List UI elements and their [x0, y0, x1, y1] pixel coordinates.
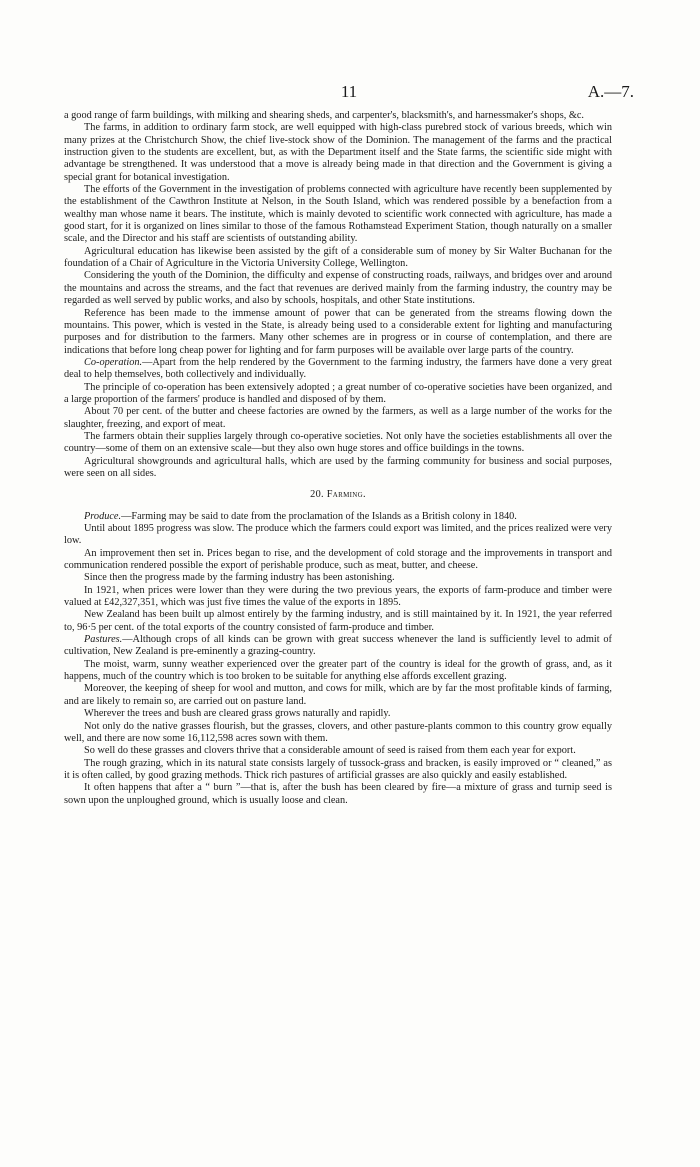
paragraph: So well do these grasses and clovers thrive that a considerable amount of seed is raised from them each year for export.	[84, 745, 576, 757]
paragraph: The principle of co-operation has been extensively adopted ; a great number of co-operative societies have been organized, and a large proportion of the farmers' produce is handled and disposed of by them.	[64, 381, 612, 405]
paragraph: The farmers obtain their supplies largely through co-operative societies. Not only have the societies establishments all over the country—some of them on an extensive scale—but they also own huge stores and office buildings in the towns.	[64, 430, 612, 455]
paragraph-lead: Co-operation.	[84, 356, 143, 368]
paragraph: The farms, in addition to ordinary farm stock, are well equipped with high-class purebred stock of various breeds, which win many prizes at the Christchurch Show, the chief live-stock show of the Dominion. The management of the farms and the practical instruction given to the students are excellent, but, as with the Department itself and the State farms, the scientific side might with advantage be strengthened. It was understood that a move is already being made in that direction and the Government is giving a special grant for botanical investigation.	[64, 122, 612, 183]
paragraph: Wherever the trees and bush are cleared grass grows naturally and rapidly.	[84, 708, 391, 720]
paragraph: In 1921, when prices were lower than they were during the two previous years, the exports of farm-produce and timber were valued at £42,327,351, which was just five times the value of the exports in 1895.	[64, 584, 612, 609]
document-reference: A.—7.	[587, 82, 634, 101]
paragraph: Considering the youth of the Dominion, the difficulty and expense of constructing roads, railways, and bridges over and around the mountains and across the streams, and the fact that revenues are derived mainly from the farming industry, the country may be regarded as well served by public works, and also by schools, hospitals, and other State institutions.	[64, 270, 612, 307]
page-header	[64, 82, 634, 104]
paragraph: It often happens that after a “ burn ”—that is, after the bush has been cleared by fire—a mixture of grass and turnip seed is sown upon the unploughed ground, which is usually loose and clean.	[64, 782, 612, 806]
paragraph: New Zealand has been built up almost entirely by the farming industry, and is still maintained by it. In 1921, the year referred to, 96·5 per cent. of the total exports of the country consisted of farm-produce and timber.	[64, 609, 612, 633]
paragraph: An improvement then set in. Prices began to rise, and the development of cold storage and the improvements in transport and communication rendered possible the export of perishable produce, such as meat, butter, and cheese.	[64, 547, 612, 572]
section-heading: 20. Farming.	[310, 489, 366, 501]
paragraph: The moist, warm, sunny weather experienced over the greater part of the country is ideal for the growth of grass, and, as it happens, much of the country which is too broken to be suitable for anything else affords excellent grazing.	[64, 658, 612, 683]
paragraph: The efforts of the Government in the investigation of problems connected with agriculture have recently been supplemented by the establishment of the Cawthron Institute at Nelson, in the South Island, which was rendered possible by a benefaction from a wealthy man whose name it bears. The institute, which is mainly devoted to scientific work connected with agriculture, has made a good start, for it is organized on lines similar to those of the famous Rothamstead Experiment Station, though naturally on a smaller scale, and the Director and his staff are scientists of outstanding ability.	[64, 184, 612, 245]
paragraph: Agricultural education has likewise been assisted by the gift of a considerable sum of money by Sir Walter Buchanan for the foundation of a Chair of Agriculture in the Victoria University College, Wellington.	[64, 245, 612, 270]
paragraph: Since then the progress made by the farming industry has been astonishing.	[84, 572, 395, 584]
paragraph: Agricultural showgrounds and agricultural halls, which are used by the farming community for business and social purposes, were seen on all sides.	[64, 455, 612, 479]
page-number: 11	[340, 82, 358, 101]
paragraph: The rough grazing, which in its natural state consists largely of tussock-grass and bracken, is easily improved or “ cleaned,” as it is often called, by good grazing methods. Thick rich pastures of artificial grasses are also quickly and easily established.	[64, 757, 612, 781]
paragraph-lead: Pastures.	[84, 634, 123, 646]
paragraph: Pastures.—Although crops of all kinds can be grown with great success whenever the land is sufficiently level to admit of cultivation, New Zealand is pre-eminently a grazing-country.	[64, 634, 612, 658]
paragraph: Not only do the native grasses flourish, but the grasses, clovers, and other pasture-plants common to this country grow equally well, and there are now some 16,112,598 acres sown with them.	[64, 720, 612, 744]
paragraph: Produce.—Farming may be said to date from the proclamation of the Islands as a British colony in 1840.	[84, 510, 517, 522]
paragraph: About 70 per cent. of the butter and cheese factories are owned by the farmers, as well as a large number of the works for the slaughter, freezing, and export of meat.	[64, 406, 612, 430]
paragraph: a good range of farm buildings, with milking and shearing sheds, and carpenter's, blacksmith's, and harnessmaker's shops, &c.	[64, 110, 585, 121]
paragraph: Moreover, the keeping of sheep for wool and mutton, and cows for milk, which are by far the most profitable kinds of farming, and are likely to remain so, are carried out on pasture land.	[64, 683, 612, 707]
paragraph: Reference has been made to the immense amount of power that can be generated from the streams flowing down the mountains. This power, which is vested in the State, is already being used to a considerable extent for lighting and manufacturing purposes and for distribution to the farmers. Many other schemes are in progress or in course of contemplation, and there are indications that before long cheap power for lighting and for farm purposes will be available over large parts of the country.	[64, 307, 612, 356]
body-text	[64, 110, 612, 807]
paragraph: Until about 1895 progress was slow. The produce which the farmers could export was limited, and the prices realized were very low.	[64, 523, 612, 547]
paragraph: Co-operation.—Apart from the help rendered by the Government to the farming industry, the farmers have done a very great deal to help themselves, both collectively and individually.	[64, 356, 612, 381]
paragraph-lead: Produce.	[84, 510, 122, 522]
